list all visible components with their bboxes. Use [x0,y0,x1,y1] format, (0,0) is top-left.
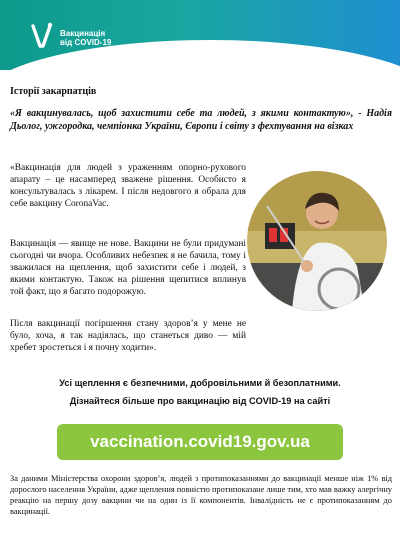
quote-title: «Я вакцинувалась, щоб захистити себе та людей, з якими контактую», - Надія Дьолог, ужгородка, чемпіонка України, Європи і світу з фехтування на візках [10,108,392,132]
paragraph-1: «Вакцинація для людей з ураженням опорно-рухового апарату – це насамперед зважене рішення. Особисто я консультувалась з лікарем. І після недовгого я обрала для себе вакцину CoronaVac. [10,163,246,209]
learn-more-statement: Дізнайтеся більше про вакцинацію від COVID-19 на сайті [69,396,331,406]
footer-note: За даними Міністерства охорони здоров’я, людей з протипоказаннями до вакцинації менше ніж 1% від дорослого населення України, адже щеплення повністю протипоказане лише тим, хто мав важку алергічну реакцію на першу дозу вакцини чи на один із її компонентів. Інвалідність не є протипоказанням до вакцинації. [10,474,392,516]
logo-line-2: від COVID-19 [60,38,112,47]
logo-text [60,29,111,47]
header-banner [0,0,400,70]
paragraph-2: Вакцинація — явище не нове. Вакцини не були придумані сьогодні чи вчора. Особливих небезпек я не бачила, тому і зважилася на щеплення, щоб захистити себе і людей, з якими контактую. Також на рішення щепитися вплинув той факт, що я багато подорожую. [10,239,246,297]
logo-line-1: Вакцинація [60,29,106,38]
section-title: Історії закарпатців [10,86,97,97]
vaccination-site-link[interactable]: vaccination.covid19.gov.ua [57,424,343,460]
athlete-photo [247,171,387,311]
safety-statement: Усі щеплення є безпечними, добровільними й безоплатними. [59,378,341,388]
paragraph-3: Після вакцинації погіршення стану здоров’я у мене не було, хоча, я так надіялась, що станеться диво — мій хребет зростеться і я почну ходити». [10,319,246,353]
athlete-photo-illustration [247,171,387,311]
vaccination-logo-icon [30,22,54,52]
